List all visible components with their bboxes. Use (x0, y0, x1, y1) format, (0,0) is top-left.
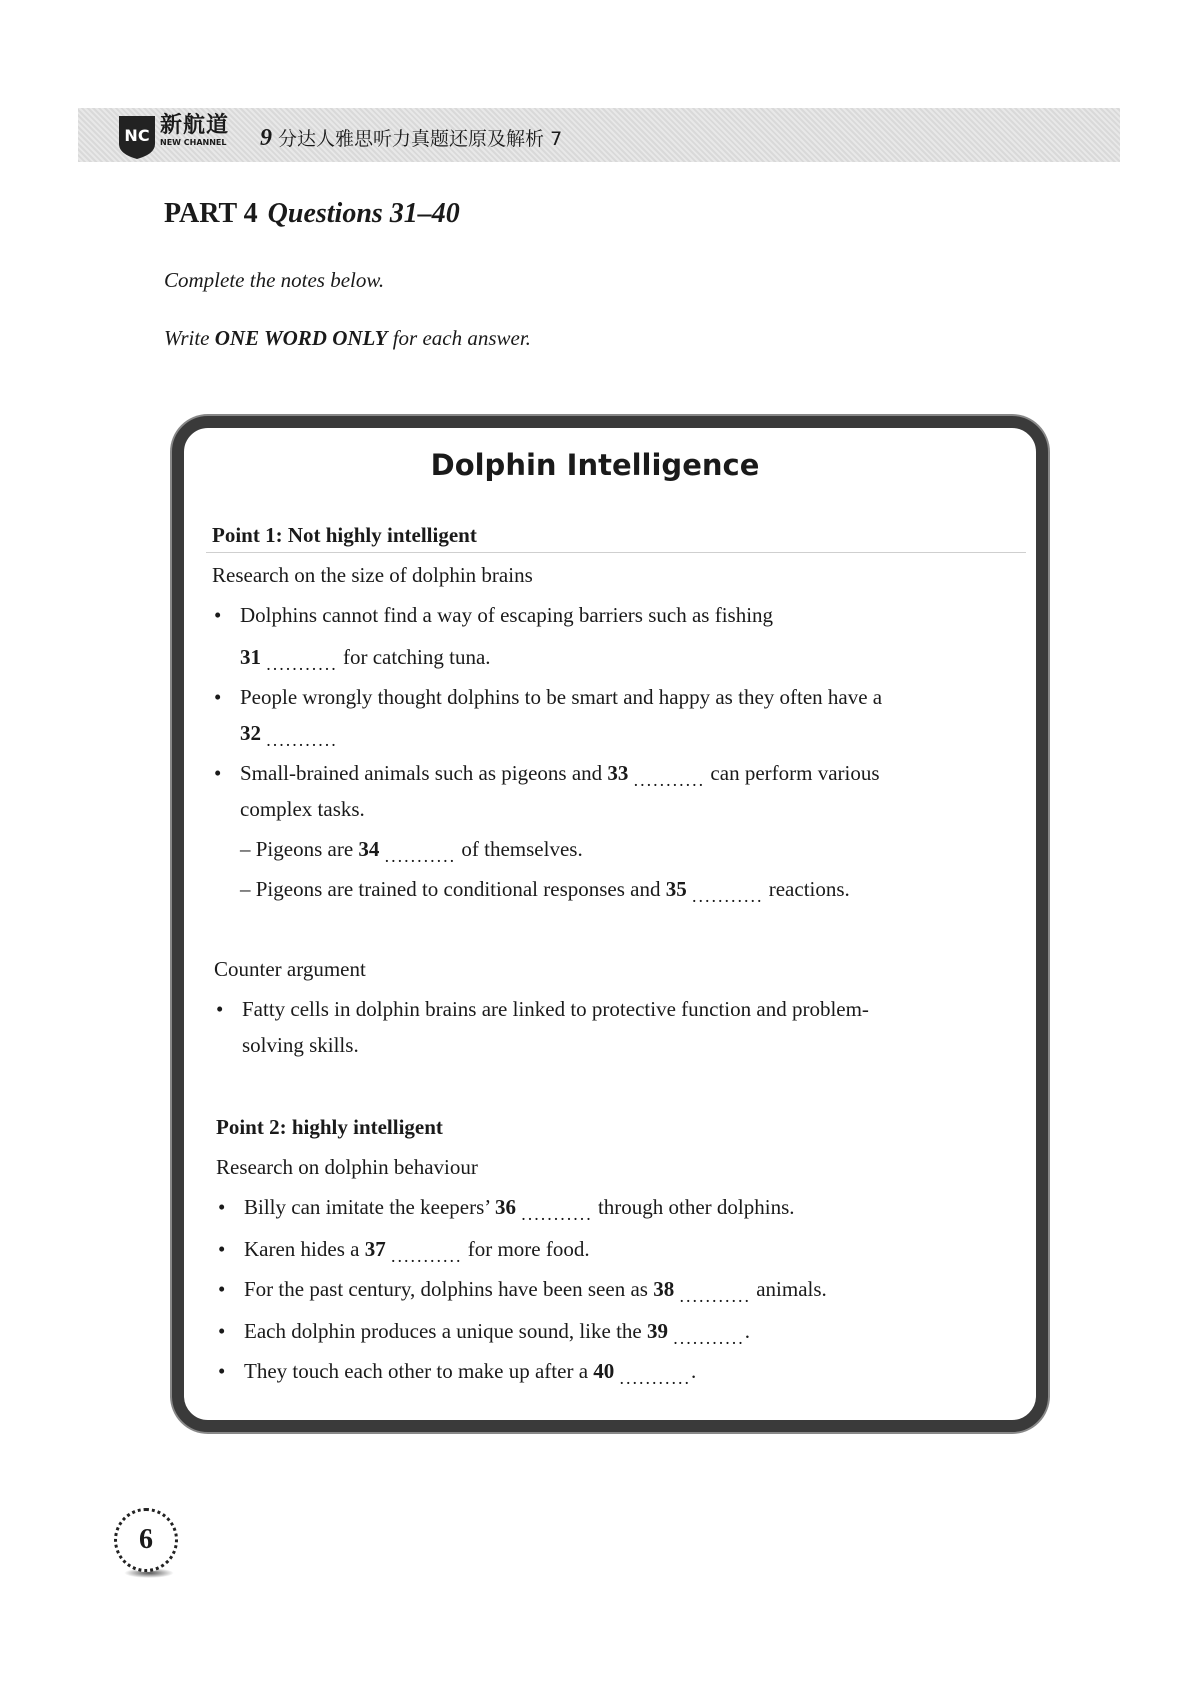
point2-subheading: Research on dolphin behaviour (216, 1155, 478, 1179)
book-title-text: 分达人雅思听力真题还原及解析 7 (278, 128, 563, 150)
text: They touch each other to make up after a (244, 1359, 589, 1383)
answer-blank-35[interactable]: ........... (691, 886, 764, 906)
logo-text: NC (124, 126, 150, 145)
nc-logo-icon (117, 114, 157, 160)
text: Karen hides a (244, 1237, 360, 1261)
book-title-number: 9 (260, 125, 272, 151)
answer-blank-40[interactable]: ........... (619, 1368, 692, 1388)
point1-bullet-3-line-2: complex tasks. (240, 797, 365, 821)
question-number-39: 39 (647, 1319, 668, 1343)
question-number-32: 32 (240, 721, 261, 745)
answer-blank-38[interactable]: ........... (679, 1286, 751, 1306)
answer-blank-32[interactable]: ........... (266, 730, 338, 750)
instruction-post: for each answer. (392, 326, 531, 350)
answer-blank-37[interactable]: ........... (390, 1246, 463, 1266)
question-number-36: 36 (494, 1195, 516, 1219)
text: For the past century, dolphins have been seen as (244, 1277, 648, 1301)
text: Each dolphin produces a unique sound, like the (244, 1319, 642, 1343)
point1-subheading: Research on the size of dolphin brains (212, 563, 533, 587)
text: . (744, 1319, 750, 1343)
point1-heading: Point 1: Not highly intelligent (212, 523, 477, 547)
question-number-34: 34 (358, 837, 380, 861)
question-number-40: 40 (593, 1359, 615, 1383)
text: for more food. (467, 1237, 590, 1261)
text: Billy can imitate the keepers’ (244, 1195, 490, 1219)
question-number-35: 35 (665, 877, 687, 901)
notes-title: Dolphin Intelligence (430, 448, 760, 482)
answer-blank-33[interactable]: ........... (633, 770, 706, 790)
point2-bullet-1 (244, 1194, 795, 1224)
brand-name-en: NEW CHANNEL (160, 138, 227, 147)
answer-blank-34[interactable]: ........... (384, 846, 457, 866)
question-number-37: 37 (364, 1237, 386, 1261)
header-band (78, 108, 1120, 162)
text: . (691, 1359, 697, 1383)
point1-bullet-2-line-2 (240, 720, 338, 750)
text: – Pigeons are (240, 837, 354, 861)
counter-argument-heading: Counter argument (214, 957, 366, 981)
text: through other dolphins. (597, 1195, 795, 1219)
counter-bullet-line-2: solving skills. (242, 1033, 359, 1057)
instruction-pre: Write (164, 326, 210, 350)
text: of themselves. (461, 837, 583, 861)
point1-bullet-2-line-1: • People wrongly thought dolphins to be smart and happy as they often have a (240, 684, 882, 710)
page-number: 6 (114, 1508, 178, 1572)
point2-bullet-2 (244, 1236, 590, 1266)
answer-blank-39[interactable]: ........... (673, 1328, 745, 1348)
instruction-word-limit (164, 326, 531, 351)
point2-heading: Point 2: highly intelligent (216, 1115, 443, 1139)
question-number-33: 33 (607, 761, 629, 785)
point1-dash-2 (240, 876, 850, 906)
point1-bullet-3-line-1 (240, 760, 880, 790)
question-number-31: 31 (240, 645, 261, 669)
text: – Pigeons are trained to conditional responses and (240, 877, 661, 901)
answer-blank-36[interactable]: ........... (521, 1204, 593, 1224)
brand (160, 114, 229, 148)
instruction-complete: Complete the notes below. (164, 268, 385, 292)
point1-bullet-1-line-1: • Dolphins cannot find a way of escaping barriers such as fishing (240, 602, 773, 628)
point2-bullet-5 (244, 1358, 697, 1388)
text: Small-brained animals such as pigeons and (240, 761, 603, 785)
brand-name-cn: 新航道 (160, 113, 230, 138)
text: animals. (756, 1277, 827, 1301)
text: reactions. (768, 877, 850, 901)
answer-blank-31[interactable]: ........... (266, 654, 338, 674)
counter-bullet-line-1: • Fatty cells in dolphin brains are linked to protective function and problem- (242, 996, 869, 1022)
point1-dash-1 (240, 836, 583, 866)
instruction-bold: ONE WORD ONLY (214, 326, 388, 350)
question-number-38: 38 (653, 1277, 675, 1301)
point1-bullet-1-line-2 (240, 644, 491, 674)
part-label: PART 4 (164, 198, 258, 229)
text: for catching tuna. (343, 645, 491, 669)
text: can perform various (710, 761, 880, 785)
part-heading (164, 198, 460, 230)
questions-range: Questions 31–40 (267, 198, 460, 229)
divider (206, 552, 1026, 553)
point2-bullet-4 (244, 1318, 750, 1348)
point2-bullet-3 (244, 1276, 827, 1306)
book-title (260, 124, 562, 152)
